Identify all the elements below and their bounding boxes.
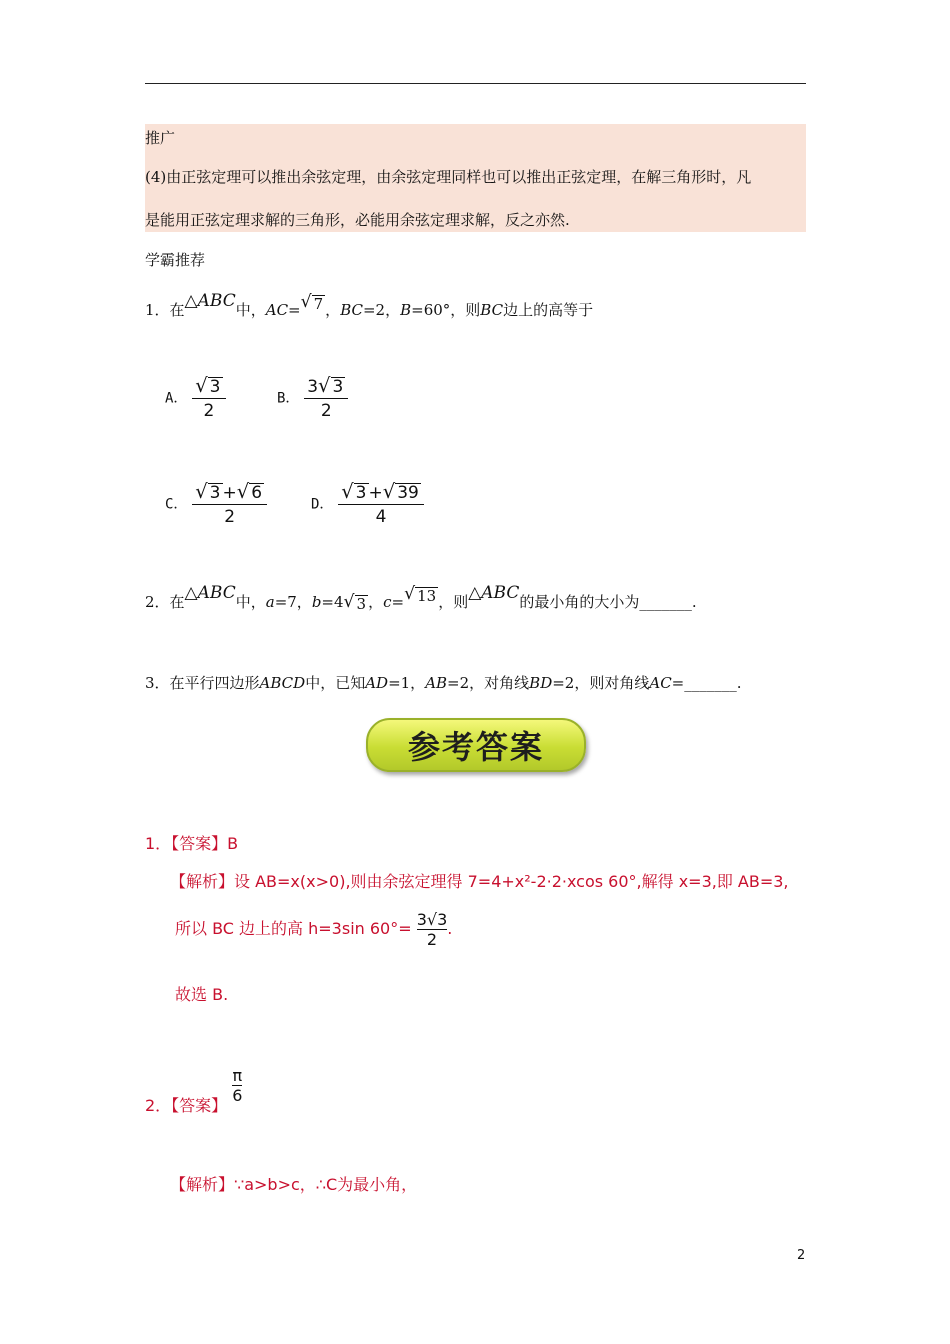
triangle-symbol: △ABC [184,583,236,603]
triangle-symbol: △ABC [468,583,520,603]
option-c: C． √ 3 + √ 6 2 [165,482,267,527]
answer-1-explanation-line-2: 所以 BC 边上的高 h=3sin 60°= $\frac{3√3}{2}$ . [175,910,453,949]
option-c-fraction: √ 3 + √ 6 2 [192,482,267,527]
question-3: 3．在平行四边形ABCD中，已知AD=1，AB=2，对角线BD=2，则对角线AC=_______. [145,674,742,692]
answer-1-explanation-line-1: 【解析】设 AB=x(x>0),则由余弦定理得 7=4+x²-2·2·xcos 60°,解得 x=3,即 AB=3, [170,872,789,891]
question-2: 2．在△ABC中，a=7，b=4 √ 3 ，c= √ 13 ，则△ABC的最小角的大小为_______. [145,583,697,613]
option-b-fraction: 3 √ 3 2 [304,376,348,421]
answer-badge-label: 参考答案 [407,728,544,766]
option-a: A． √ 3 2 [165,376,226,421]
note-line-1: (4)由正弦定理可以推出余弦定理，由余弦定理同样也可以推出正弦定理，在解三角形时，凡 [145,168,752,186]
answer-2-explanation: 【解析】∵a>b>c，∴C为最小角， [170,1175,418,1194]
option-b: B． 3 √ 3 2 [277,376,348,421]
answer-1-explanation-line-3: 故选 B. [175,985,229,1004]
question-1: 1．在△ABC中，AC= √ 7 ，BC=2，B=60°，则BC边上的高等于 [145,291,594,319]
sqrt-7: √ 7 [300,292,324,313]
note-heading: 推广 [145,129,176,147]
answer-2-label: 2．【答案】 $\frac{\pi}{6}$ [145,1066,243,1115]
triangle-symbol: △ABC [184,291,236,311]
section-title: 学霸推荐 [145,251,206,269]
option-d-fraction: √ 3 + √ 39 4 [338,482,424,527]
page-number: 2 [797,1248,806,1263]
sqrt-3: √ 3 [343,592,367,613]
answer-1-fraction: $\frac{3√3}{2}$ [416,910,448,949]
note-box [145,124,806,232]
note-line-2: 是能用正弦定理求解的三角形，必能用余弦定理求解，反之亦然. [145,211,570,229]
option-d: D． √ 3 + √ 39 4 [311,482,424,527]
sqrt-13: √ 13 [404,584,437,605]
option-a-fraction: √ 3 2 [192,376,225,421]
answer-badge [366,718,586,772]
header-rule [145,83,806,84]
answer-2-fraction: $\frac{\pi}{6}$ [232,1066,243,1105]
answer-1-label: 1．【答案】B [145,834,239,853]
